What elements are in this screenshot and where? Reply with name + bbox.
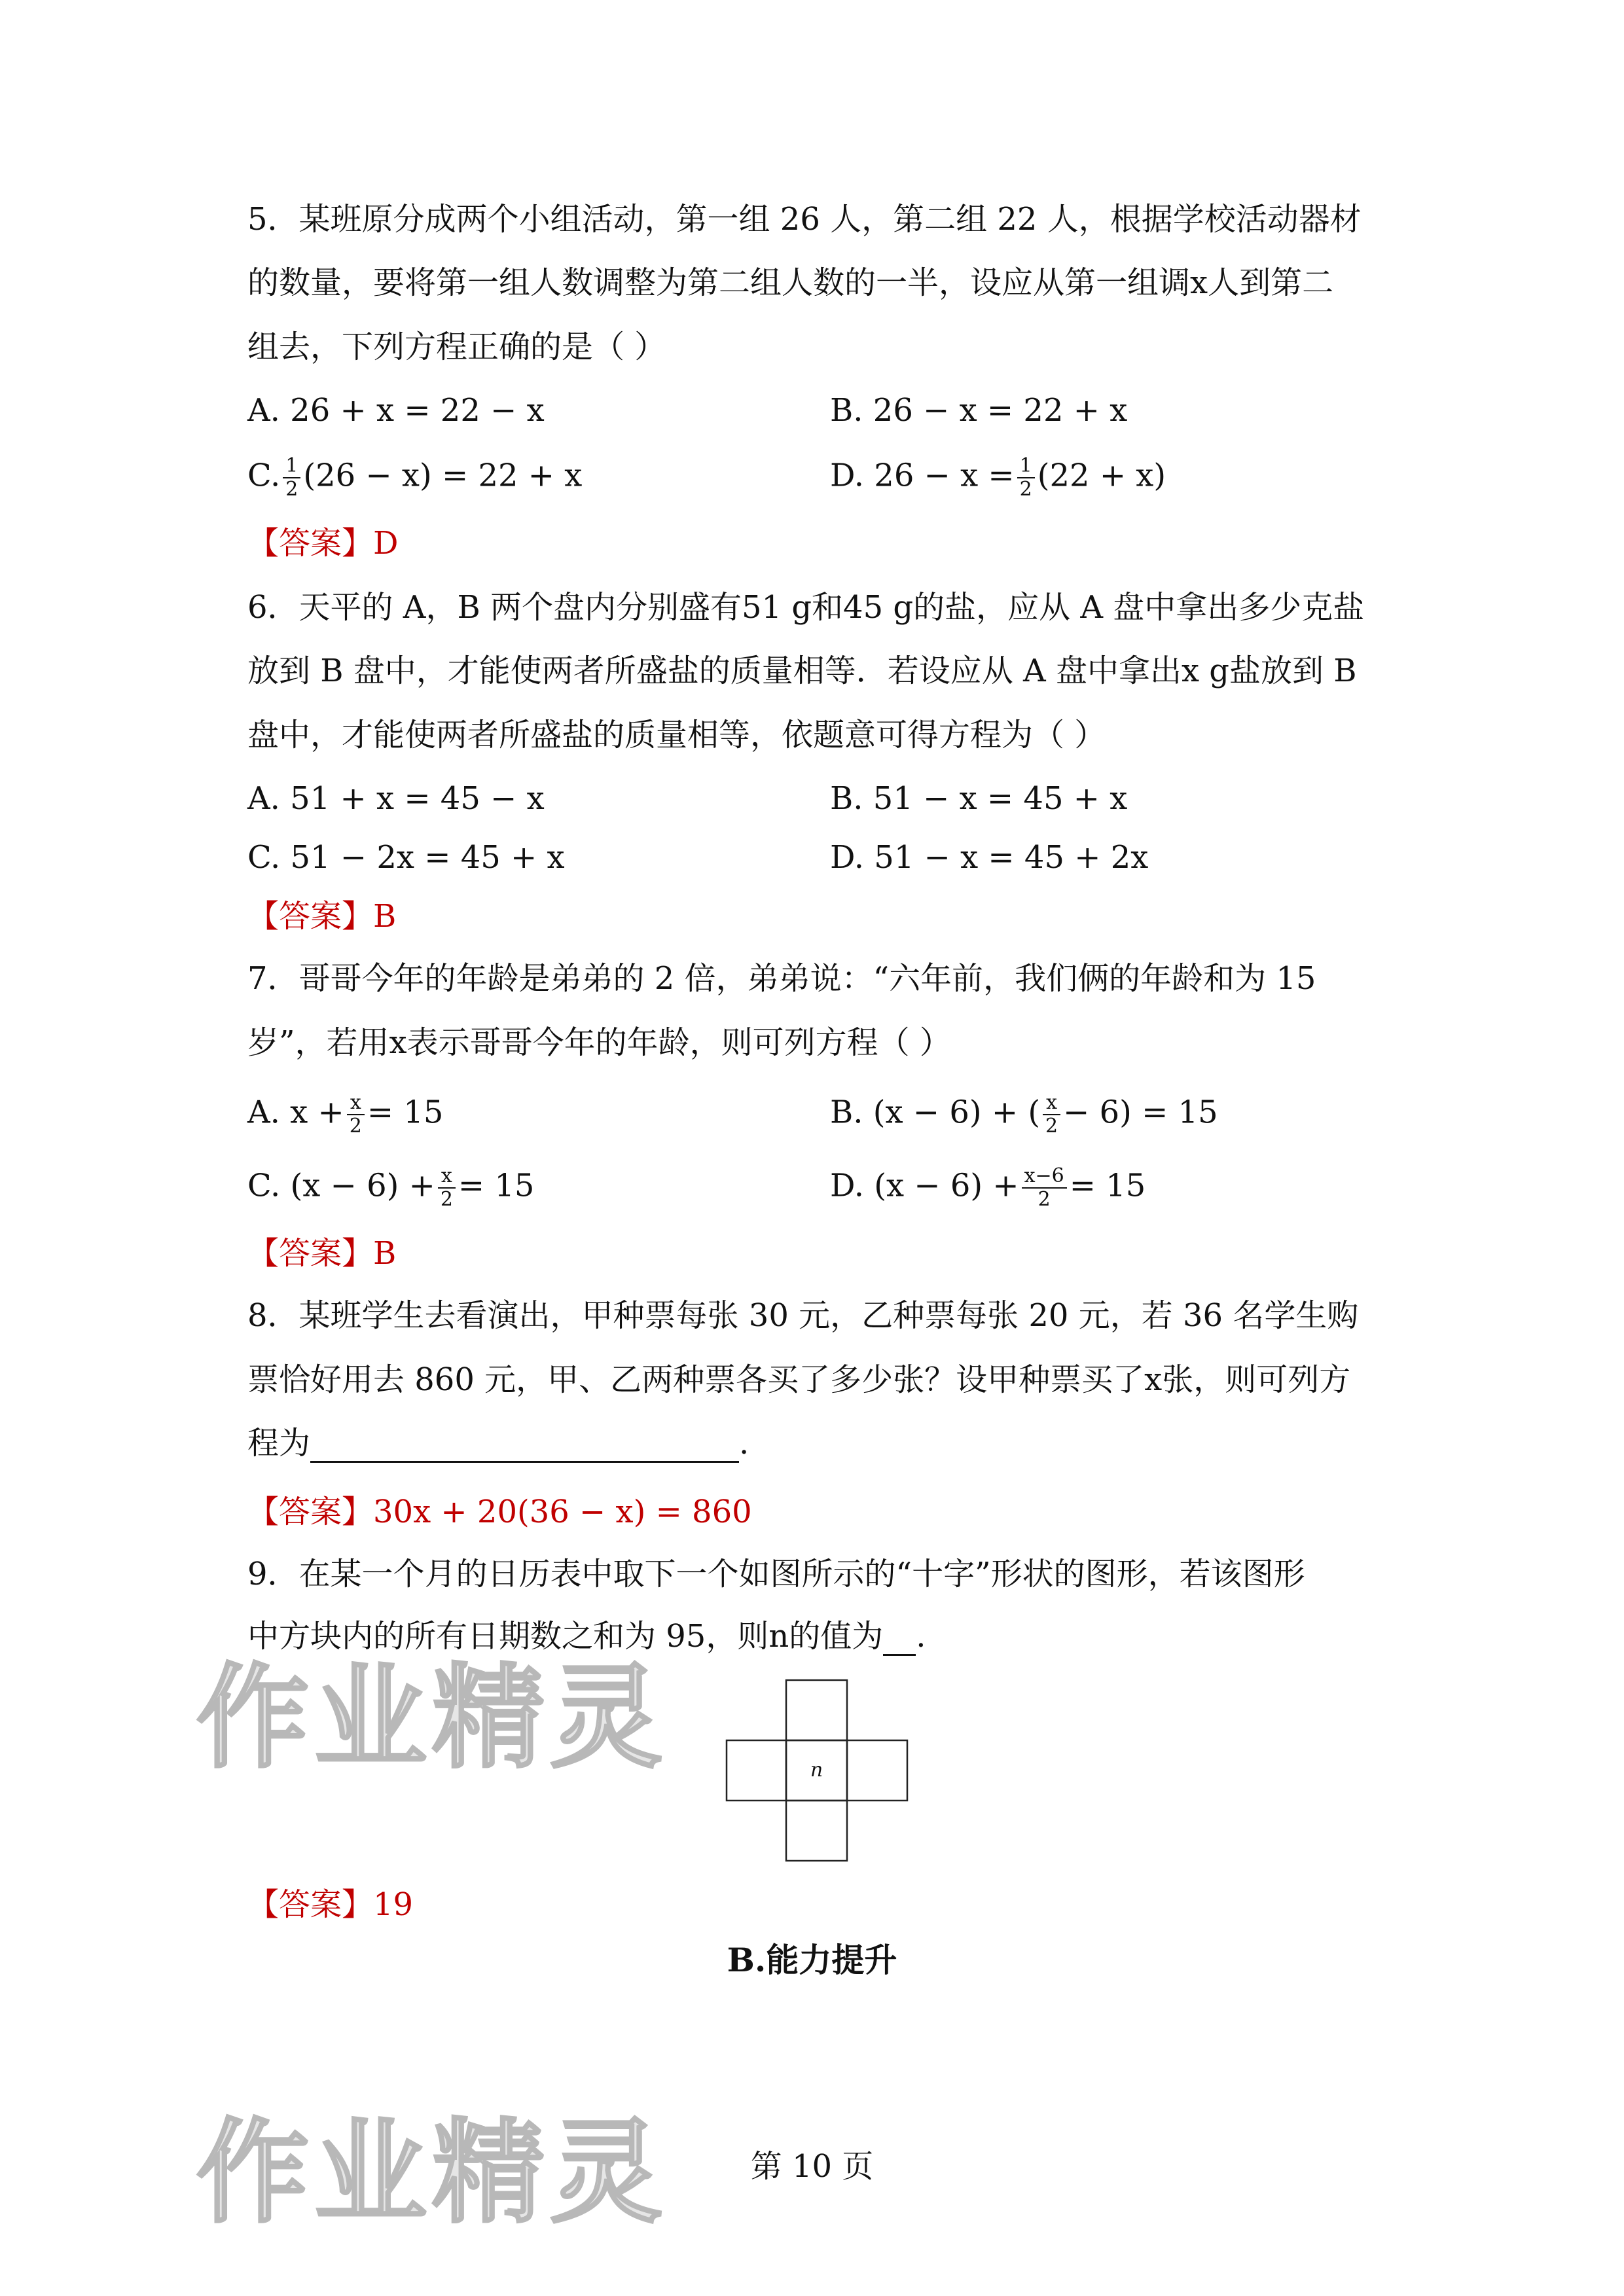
q5-option-b: B. 26 − x = 22 + x: [830, 392, 1128, 429]
q7-option-a-rest: = 15: [367, 1094, 444, 1131]
q7-line-1: 7．哥哥今年的年龄是弟弟的 2 倍，弟弟说：“六年前，我们俩的年龄和为 15: [247, 960, 1316, 997]
q6-line-2: 放到 B 盘中，才能使两者所盛盐的质量相等．若设应从 A 盘中拿出x g盐放到 B: [247, 653, 1357, 689]
q8-answer: [247, 1492, 752, 1532]
q7-option-a: [247, 1092, 443, 1138]
q7-option-d-prefix: D. (x − 6) +: [830, 1167, 1019, 1204]
q6-option-d: D. 51 − x = 45 + 2x: [830, 839, 1149, 876]
q5-option-d: [830, 455, 1166, 501]
q6-option-c: C. 51 − 2x = 45 + x: [247, 839, 565, 876]
fraction-denominator: 2: [440, 1188, 453, 1211]
cross-right-square: [847, 1740, 907, 1801]
answer-value: 19: [373, 1886, 414, 1923]
watermark-bottom: 作业精灵: [196, 2107, 668, 2238]
fraction-denominator: 2: [1019, 478, 1032, 501]
fraction-numerator: 1: [283, 455, 300, 478]
q5-option-d-rest: (22 + x): [1037, 457, 1166, 494]
q9-answer-blank[interactable]: [883, 1624, 916, 1656]
cross-top-square: [786, 1680, 847, 1740]
answer-value: 30x + 20(36 − x) = 860: [373, 1494, 752, 1530]
watermark-top: 作业精灵: [196, 1652, 668, 1784]
fraction-denominator: 2: [1045, 1115, 1058, 1138]
answer-value: D: [373, 525, 399, 562]
page-number: 第 10 页: [750, 2148, 874, 2185]
q5-option-c-prefix: C.: [247, 457, 281, 494]
q9-line-2-suffix: .: [916, 1618, 926, 1655]
q7-option-b-prefix: B. (x − 6) + (: [830, 1094, 1041, 1131]
cross-center-label: n: [810, 1759, 823, 1782]
q9-line-1: 9．在某一个月的日历表中取下一个如图所示的“十字”形状的图形，若该图形: [247, 1556, 1305, 1592]
fraction-numerator: 1: [1017, 455, 1035, 478]
q5-line-2: 的数量，要将第一组人数调整为第二组人数的一半，设应从第一组调x人到第二: [247, 264, 1334, 301]
q8-line-3-suffix: .: [739, 1425, 749, 1462]
cross-bottom-square: [786, 1801, 847, 1861]
q8-line-1: 8．某班学生去看演出，甲种票每张 30 元，乙种票每张 20 元，若 36 名学生购: [247, 1297, 1359, 1334]
fraction-denominator: 2: [285, 478, 298, 501]
fraction-denominator: 2: [1038, 1188, 1051, 1211]
q6-line-3: 盘中，才能使两者所盛盐的质量相等，依题意可得方程为（ ）: [247, 717, 1106, 753]
cross-left-square: [727, 1740, 786, 1801]
answer-label: 【答案】: [247, 525, 374, 562]
q9-line-2: [247, 1617, 1399, 1656]
answer-value: B: [373, 1235, 397, 1272]
calendar-cross-figure: [725, 1679, 909, 1862]
q7-option-d-fraction: [1022, 1165, 1067, 1211]
q9-line-2-prefix: 中方块内的所有日期数之和为 95，则n的值为: [247, 1618, 884, 1655]
q8-answer-blank[interactable]: [310, 1431, 739, 1463]
q7-option-b-rest: − 6) = 15: [1063, 1094, 1218, 1131]
answer-label: 【答案】: [247, 1494, 374, 1530]
q7-option-c-prefix: C. (x − 6) +: [247, 1167, 435, 1204]
q7-answer: [247, 1234, 396, 1273]
q5-option-d-fraction: [1017, 455, 1035, 501]
q7-option-b: [830, 1092, 1218, 1138]
fraction-numerator: x: [438, 1165, 456, 1189]
q5-option-d-prefix: D. 26 − x =: [830, 457, 1015, 494]
q9-answer: [247, 1885, 413, 1924]
q5-line-3: 组去，下列方程正确的是（ ）: [247, 329, 666, 365]
q5-answer: [247, 524, 399, 563]
q5-option-a: A. 26 + x = 22 − x: [247, 392, 545, 429]
q8-line-3: [247, 1424, 1399, 1463]
q5-option-c-fraction: [283, 455, 300, 501]
q5-line-1: 5．某班原分成两个小组活动，第一组 26 人，第二组 22 人，根据学校活动器材: [247, 201, 1362, 238]
q5-option-c-rest: (26 − x) = 22 + x: [303, 457, 583, 494]
fraction-numerator: x: [347, 1092, 365, 1115]
q7-option-c-fraction: [438, 1165, 456, 1211]
q7-option-a-fraction: [347, 1092, 365, 1138]
answer-value: B: [373, 898, 397, 935]
fraction-denominator: 2: [349, 1115, 362, 1138]
fraction-numerator: x: [1043, 1092, 1060, 1115]
q6-option-a: A. 51 + x = 45 − x: [247, 780, 545, 817]
q7-line-2: 岁”，若用x表示哥哥今年的年龄，则可列方程（ ）: [247, 1024, 951, 1061]
q7-option-b-fraction: [1043, 1092, 1060, 1138]
q7-option-a-prefix: A. x +: [247, 1094, 344, 1131]
q6-option-b: B. 51 − x = 45 + x: [830, 780, 1128, 817]
answer-label: 【答案】: [247, 1235, 374, 1272]
fraction-numerator: x−6: [1022, 1165, 1067, 1189]
answer-label: 【答案】: [247, 1886, 374, 1923]
q7-option-c-rest: = 15: [458, 1167, 535, 1204]
q7-option-d-rest: = 15: [1069, 1167, 1146, 1204]
q8-line-3-prefix: 程为: [247, 1425, 311, 1462]
q6-line-1: 6．天平的 A，B 两个盘内分别盛有51 g和45 g的盐，应从 A 盘中拿出多少克盐: [247, 589, 1365, 626]
answer-label: 【答案】: [247, 898, 374, 935]
q6-answer: [247, 897, 396, 936]
section-title: B.能力提升: [727, 1941, 897, 1979]
q5-option-c: [247, 455, 582, 501]
q7-option-d: [830, 1165, 1146, 1211]
q7-option-c: [247, 1165, 534, 1211]
q8-line-2: 票恰好用去 860 元，甲、乙两种票各买了多少张？设甲种票买了x张，则可列方: [247, 1361, 1351, 1398]
